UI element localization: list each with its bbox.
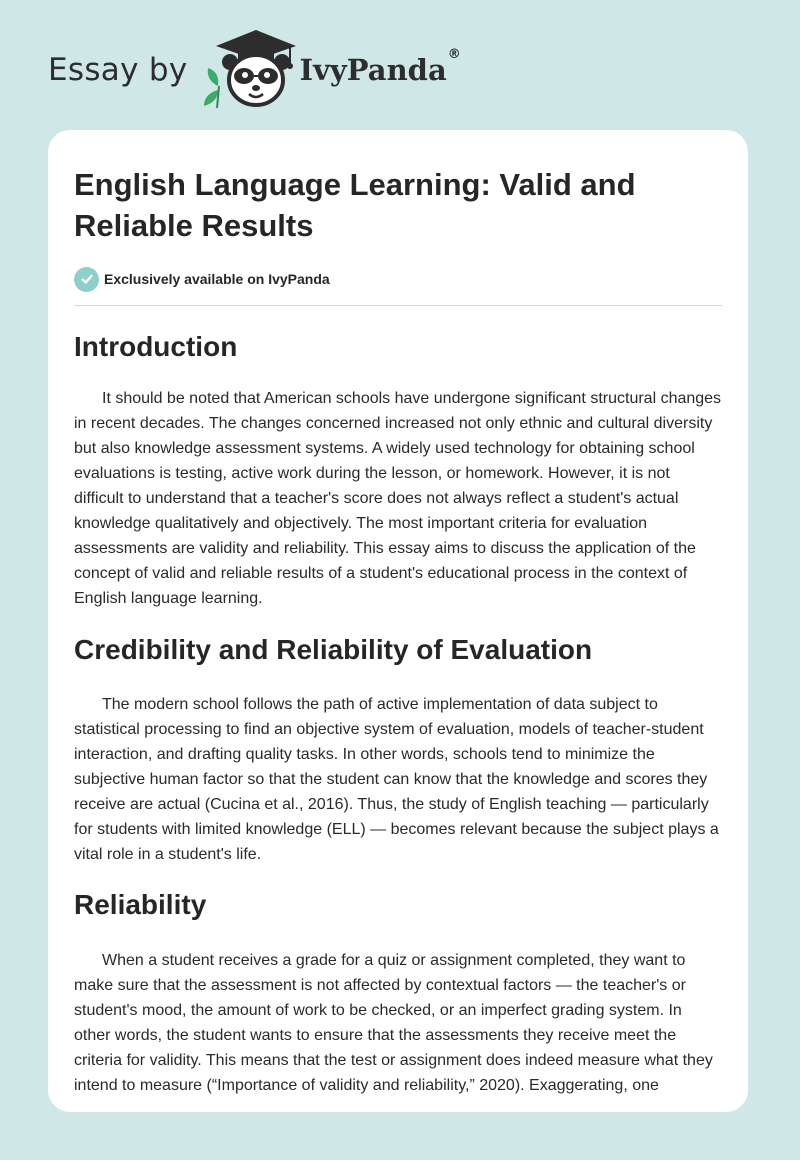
section-heading-reliability: Reliability xyxy=(74,889,207,920)
essay-content xyxy=(48,130,748,1098)
section-paragraph-reliability: When a student receives a grade for a quiz or assignment completed, they want to make sure that the assessment is not affected by contextual factors — the teacher's or student's mood, the amount of work to be checked, or an imperfect grading system. In other words, the student wants to ensure that the assessments they receive meet the criteria for validity. This means that the test or assignment does indeed measure what they intend to measure (“Importance of validity and reliability,” 2020). Exaggerating, one xyxy=(74,952,713,1094)
section-paragraph-credibility: The modern school follows the path of active implementation of data subject to statistical processing to find an objective system of evaluation, models of teacher-student interaction, and drafting quality tasks. In other words, schools tend to minimize the subjective human factor so that the student can know that the knowledge and scores they receive are actual (Cucina et al., 2016). Thus, the study of English teaching — particularly for students with limited knowledge (ELL) — becomes relevant because the subject plays a vital role in a student's life. xyxy=(74,696,719,863)
divider xyxy=(74,305,722,306)
registered-mark: ® xyxy=(447,47,461,62)
brand-prefix: Essay by xyxy=(48,52,188,88)
section-paragraph-introduction: It should be noted that American schools have undergone significant structural changes in recent decades. The changes concerned increased not only ethnic and cultural diversity but also knowledge assessment systems. A widely used technology for obtaining school evaluations is testing, active work during the lesson, or homework. However, it is not difficult to understand that a teacher's score does not always reflect a student's actual knowledge qualitatively and objectively. The most important criteria for evaluation assessments are validity and reliability. This essay aims to discuss the application of the concept of valid and reliable results of a student's educational process in the context of English language learning. xyxy=(74,390,722,607)
panda-graduation-cap-icon xyxy=(202,28,298,112)
brand-name-text: IvyPanda xyxy=(299,53,447,87)
exclusive-label: Exclusively available on IvyPanda xyxy=(104,271,330,287)
check-icon xyxy=(74,267,99,292)
essay-title: English Language Learning: Valid and Reliable Results xyxy=(74,167,636,243)
essay-card xyxy=(48,130,748,1112)
brand-name xyxy=(299,47,461,87)
section-heading-credibility: Credibility and Reliability of Evaluation xyxy=(74,634,593,665)
brand-header xyxy=(48,28,461,112)
section-heading-introduction: Introduction xyxy=(74,331,238,362)
exclusive-badge xyxy=(74,266,722,292)
